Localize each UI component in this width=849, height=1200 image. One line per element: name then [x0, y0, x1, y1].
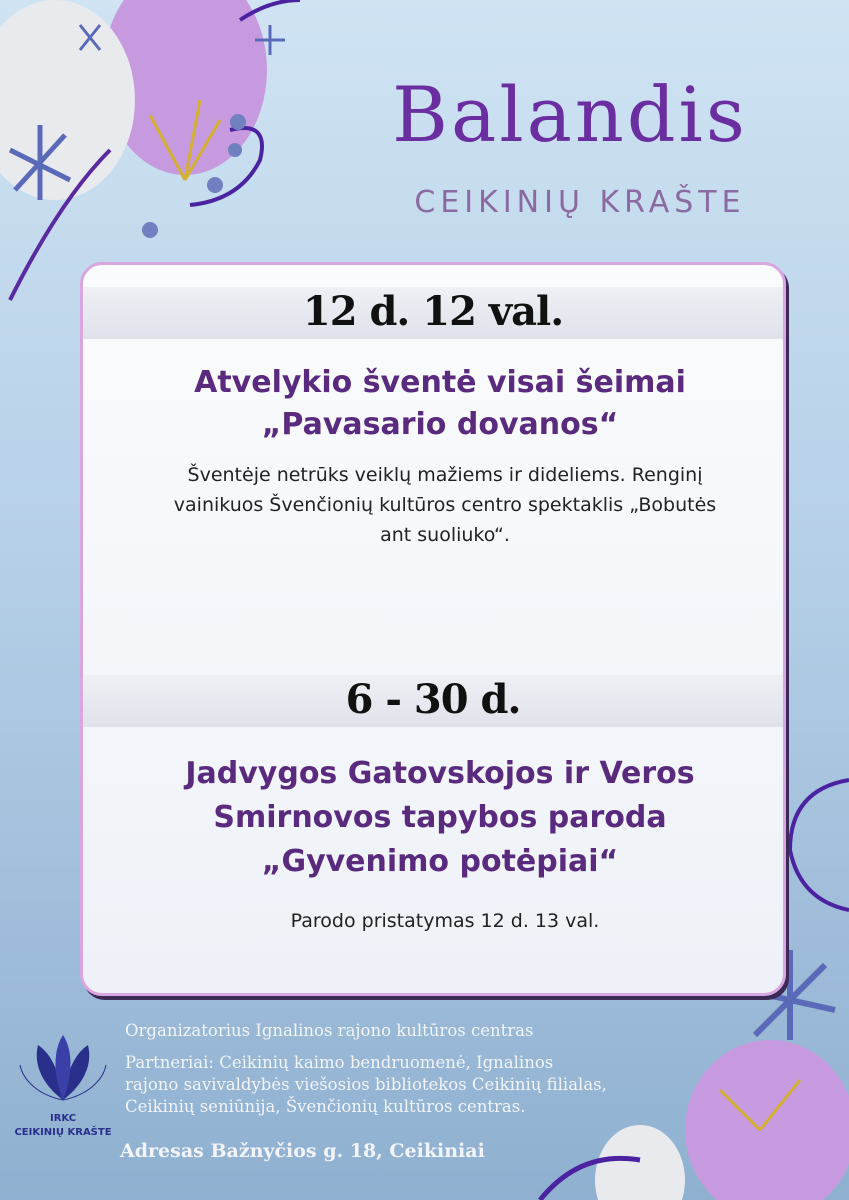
event-1-date: 12 d. 12 val. [302, 288, 564, 335]
event-2-title-line: Smirnovos tapybos paroda [213, 800, 667, 835]
event-2-title-line: „Gyvenimo potėpiai“ [261, 844, 619, 879]
organizer-text: Organizatorius Ignalinos rajono kultūros centras [125, 1021, 534, 1040]
description-line: ant suoliuko“. [380, 524, 510, 546]
event-2-title-line: Jadvygos Gatovskojos ir Veros [185, 756, 695, 791]
description-line: vainikuos Švenčionių kultūros centro spektaklis „Bobutės [173, 494, 717, 516]
logo-line: CEIKINIŲ KRAŠTE [14, 1127, 112, 1138]
partners-line: rajono savivaldybės viešosios bibliotekos Ceikinių filialas, [125, 1075, 607, 1094]
event-1-title-line: „Pavasario dovanos“ [261, 407, 619, 442]
page-title: Balandis [392, 70, 748, 159]
logo-text [8, 1112, 118, 1140]
event-1-title-line: Atvelykio šventė visai šeimai [194, 365, 686, 400]
event-2-date: 6 - 30 d. [345, 676, 521, 723]
partners-line: Partneriai: Ceikinių kaimo bendruomenė, Ignalinos [125, 1053, 554, 1072]
page-subtitle: CEIKINIŲ KRAŠTE [414, 185, 746, 220]
address-text: Adresas Bažnyčios g. 18, Ceikiniai [120, 1140, 485, 1162]
partners-text [125, 1052, 607, 1118]
logo-line: IRKC [49, 1113, 77, 1124]
event-2-title [100, 752, 780, 884]
event-1-description [110, 460, 780, 550]
easter-eggs-top-left-icon [0, 0, 300, 300]
event-1-title [100, 362, 780, 446]
partners-line: Ceikinių seniūnija, Švenčionių kultūros centras. [125, 1097, 526, 1116]
event-2-description: Parodo pristatymas 12 d. 13 val. [290, 910, 600, 932]
description-line: Šventėje netrūks veiklų mažiems ir dideliems. Renginį [187, 464, 703, 486]
irkc-lotus-logo-icon [18, 1030, 108, 1105]
